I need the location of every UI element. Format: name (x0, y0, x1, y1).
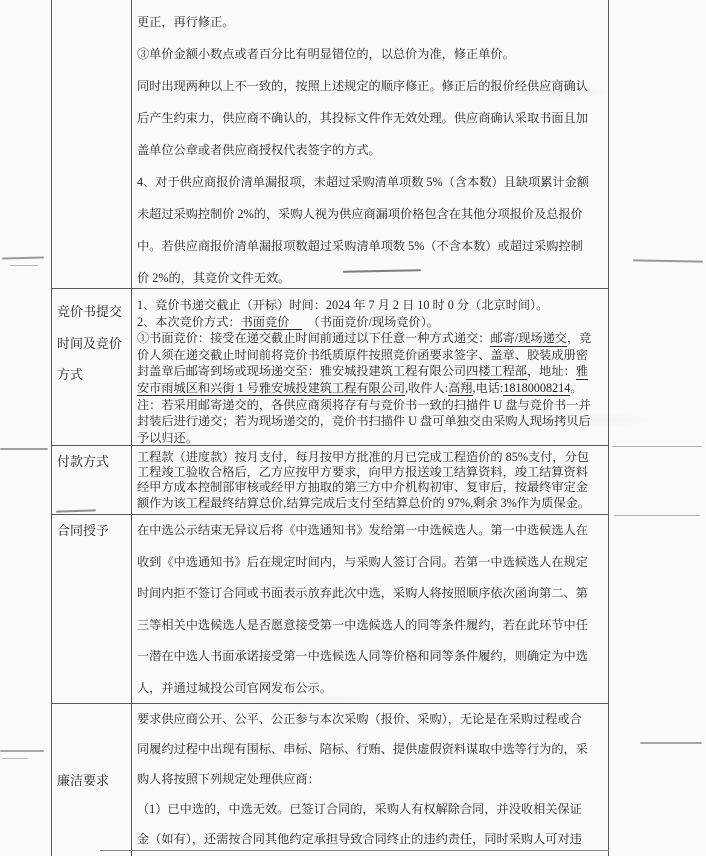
underlined-text: 书面竞价 (240, 314, 302, 329)
text-segment: 购人将按照下列规定处理供应商： (137, 772, 320, 786)
text-segment: 人，并通过城投公司官网发布公示。 (137, 680, 332, 695)
text-segment: 时间内拒不签订合同或书面表示放弃此次中选，采购人将按照顺序依次函询第二、第 (137, 586, 588, 601)
text-segment: 4、对于供应商报价清单漏报项，未超过采购清单项数 5%（含本数）且缺项累计金额 (137, 175, 589, 189)
table-border-left (51, 0, 52, 856)
text-segment: 价人须在递交截止时间前将竞价书纸质原件按照竞价函要求签字、盖章、胶装成册密 (137, 347, 588, 362)
text-segment: 予以归还。 (137, 430, 198, 445)
text-segment: 更正，再行修正。 (137, 15, 235, 29)
text-line (137, 430, 607, 447)
text-segment: 价 2%的，其竞价文件无效。 (137, 271, 291, 285)
row-header-line: 合同授予 (57, 523, 110, 538)
scan-artifact-dash (614, 515, 700, 516)
underlined-text: 高翔 (448, 380, 473, 395)
scan-artifact-dash (2, 256, 44, 259)
text-line (137, 547, 607, 579)
text-line (137, 347, 607, 364)
scan-artifact-dash (612, 446, 702, 447)
text-line (137, 480, 607, 495)
text-segment: 要求供应商公开、公平、公正参与本次采购（报价、采购），无论是在采购过程或合 (137, 712, 582, 726)
text-segment: 三等相关中选候选人是否愿意接受第一中选候选人的同等条件履约，若在此环节中任 (137, 617, 588, 632)
row-header-bid-submission (57, 296, 131, 391)
text-segment: 中。若供应商报价清单漏报项数超过采购清单项数 5%（不含本数）或超过采购控制 (137, 239, 583, 253)
text-line (137, 764, 607, 794)
text-segment: 同时出现两种以上不一致的，按照上述规定的顺序修正。修正后的报价经供应商确认 (137, 79, 588, 93)
text-segment: （1）已中选的，中选无效。已签订合同的，采购人有权解除合同，并没收相关保证 (137, 802, 582, 816)
underlined-text: 四楼工程部 (466, 364, 527, 379)
cell-price-correction-text (137, 6, 607, 294)
text-segment: 注：若采用邮寄递交的，各供应商须将存有与竞价书一致的扫描件 U 盘与竞价书一并 (137, 397, 591, 412)
row-header-line: 竞价书提交 (57, 304, 123, 319)
text-line (137, 38, 607, 70)
text-segment: 在中选公示结束无异议后将《中选通知书》发给第一中选候选人。第一中选候选人在 (137, 523, 588, 537)
row-header-contract-award (57, 515, 131, 547)
text-segment: （书面竞价/现场竞价）。 (301, 314, 439, 329)
text-line (137, 230, 607, 262)
text-line (137, 70, 607, 102)
text-line (137, 413, 607, 430)
text-line (137, 198, 607, 230)
text-segment: ,收件人: (405, 380, 449, 395)
text-line (137, 134, 607, 166)
text-segment: 金（如有），还需按合同其他约定承担导致合同终止的违约责任，同时采购人可对违 (137, 832, 582, 846)
cell-integrity-text (137, 704, 607, 854)
underlined-text: 雅 (575, 364, 588, 379)
text-segment: ，竞 (566, 331, 592, 346)
table-column-divider (131, 0, 132, 856)
text-segment: 封装后进行递交；若为现场递交的，竞价书扫描件 U 盘可单独交由采购人现场拷贝后 (137, 414, 591, 429)
text-line (137, 610, 607, 642)
text-line (137, 496, 607, 511)
text-line (137, 734, 607, 764)
text-segment: 封盖章后邮寄到场或现场递交至：雅安城投建筑工程有限公司 (137, 364, 467, 379)
text-segment: 收到《中选通知书》后在规定时间内，与采购人签订合同。若第一中选候选人在规定 (137, 554, 588, 569)
text-line (137, 262, 607, 294)
text-segment: 1、竞价书递交截止（开标）时间：2024 年 7 月 2 日 10 时 0 分（北京时间）。 (137, 298, 549, 312)
scan-artifact-dash (10, 265, 38, 266)
text-line (137, 515, 607, 547)
scan-artifact-dash (0, 750, 44, 752)
text-segment: 后产生约束力，供应商不确认的，其投标文件作无效处理。供应商确认采取书面且加 (137, 111, 588, 125)
text-segment: ③单价金额小数点或者百分比有明显错位的，以总价为准，修正单价。 (137, 47, 515, 61)
underlined-text: 18180008214 (503, 380, 571, 395)
text-segment: 未超过采购控制价 2%的，采购人视为供应商漏项价格包含在其他分项报价及总报价 (137, 207, 583, 221)
text-segment: ,电话: (472, 380, 504, 395)
text-line (137, 297, 607, 314)
text-line (137, 794, 607, 824)
text-line (137, 673, 607, 705)
row-header-integrity (57, 765, 131, 797)
text-line (137, 704, 607, 734)
row-header-line: 付款方式 (57, 454, 110, 469)
cell-payment-method-text (137, 450, 607, 511)
scan-artifact-dash (2, 758, 28, 759)
text-segment: 工程竣工验收合格后，乙方应按甲方要求，向甲方报送竣工结算资料，竣工结算资料 (137, 465, 588, 480)
underlined-text: 邮寄/现场递交 (490, 331, 567, 346)
scan-artifact-dash (640, 742, 702, 744)
text-segment: ，地址： (527, 364, 576, 379)
text-line (137, 578, 607, 610)
text-line (137, 314, 607, 331)
text-segment: 经甲方成本控制部审核或经甲方抽取的第三方中介机构初审、复审后，按最终审定金 (137, 480, 588, 495)
text-line (137, 397, 607, 414)
cell-contract-award-text (137, 515, 607, 705)
text-segment: 工程款（进度款）按月支付，每月按甲方批准的月已完成工程造价的 85%支付，分包 (137, 450, 589, 464)
text-segment: 。 (570, 380, 583, 395)
scan-artifact-dash (56, 509, 96, 512)
text-line (137, 641, 607, 673)
underlined-text: 安市雨城区和兴街 1 号雅安城投建筑工程有限公司 (137, 380, 406, 395)
text-line (137, 330, 607, 347)
row-header-line: 时间及竞价 (57, 335, 123, 351)
text-segment: ①书面竞价：接受在递交截止时间前通过以下任意一种方式递交： (137, 331, 491, 346)
text-line (137, 6, 607, 38)
text-segment: 2、本次竞价方式： (137, 314, 241, 329)
row-header-line: 方式 (57, 367, 84, 382)
text-line (137, 824, 607, 854)
row-header-payment-method (57, 446, 131, 478)
text-segment: 同履约过程中出现有围标、串标、陪标、行贿、提供虚假资料谋取中选等行为的，采 (137, 742, 588, 756)
text-line (137, 465, 607, 480)
text-segment: 一潜在中选人书面承诺接受第一中选候选人同等价格和同等条件履约，则确定为中选 (137, 649, 588, 664)
table-border-right (608, 0, 609, 856)
text-segment: 额作为该工程最终结算总价,结算完成后支付至结算总价的 97%,剩余 3%作为质保金。 (137, 495, 590, 510)
text-line (137, 363, 607, 380)
cell-bid-submission-text (137, 297, 607, 446)
text-line (137, 380, 607, 397)
text-segment: 盖单位公章或者供应商授权代表签字的方式。 (137, 143, 381, 157)
text-line (137, 166, 607, 198)
text-line (137, 102, 607, 134)
row-header-line: 廉洁要求 (57, 773, 110, 788)
scan-artifact-dash (633, 259, 703, 262)
text-line (137, 450, 607, 465)
scan-artifact-dash (0, 448, 48, 450)
